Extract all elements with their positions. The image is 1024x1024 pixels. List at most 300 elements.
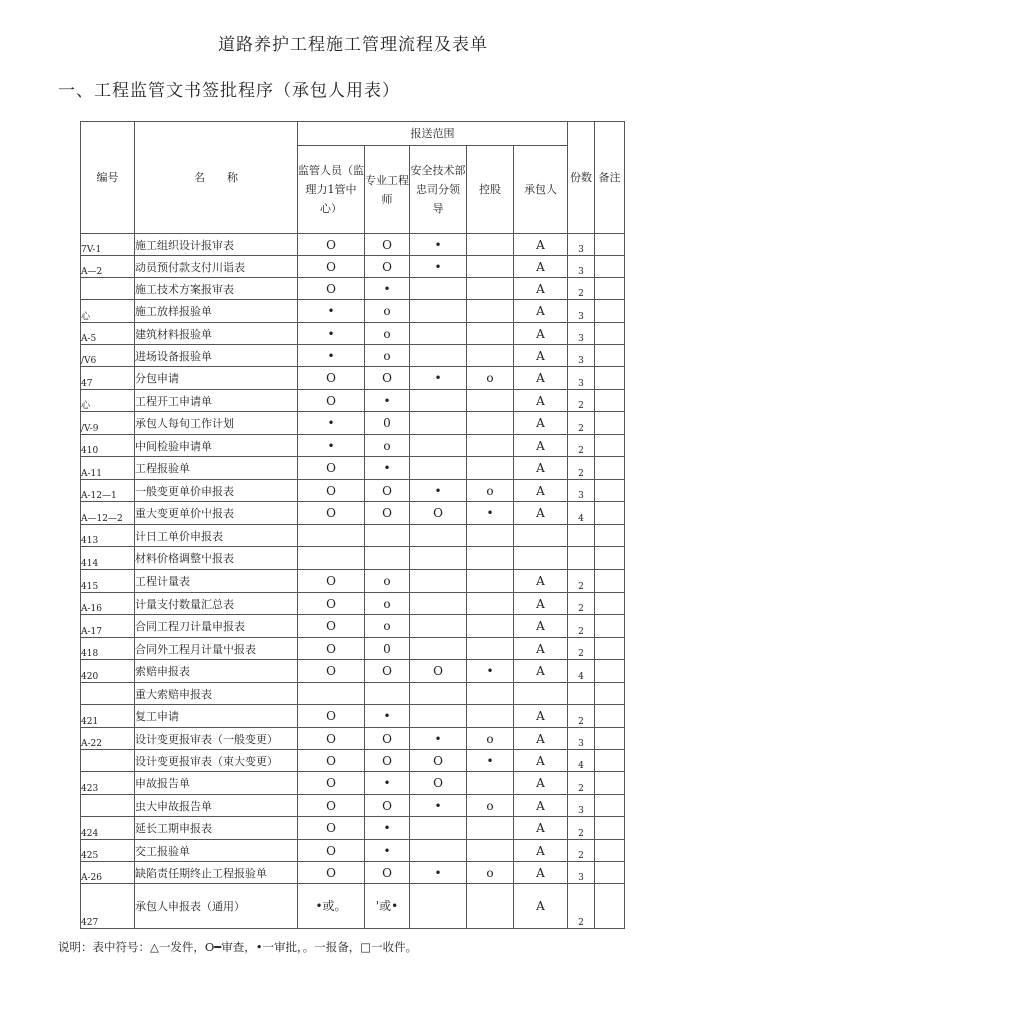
- table-row: [81, 593, 625, 615]
- row-name: 工程报验单: [135, 457, 298, 480]
- row-supervisor-mark: •: [298, 345, 365, 367]
- row-code: 420: [81, 660, 135, 683]
- row-supervisor-mark: O: [298, 457, 365, 480]
- row-copies: 3: [568, 234, 595, 256]
- row-supervisor-mark: O: [298, 728, 365, 750]
- row-code: A-26: [81, 862, 135, 884]
- row-engineer-mark: •: [365, 817, 410, 840]
- row-supervisor-mark: O: [298, 660, 365, 683]
- row-safety-mark: O: [410, 502, 467, 525]
- row-supervisor-mark: O: [298, 278, 365, 300]
- row-copies: 3: [568, 862, 595, 884]
- row-remarks: [595, 278, 625, 300]
- table-row: [81, 412, 625, 435]
- row-engineer-mark: O: [365, 256, 410, 278]
- row-holding-mark: [467, 234, 514, 256]
- row-holding-mark: [467, 525, 514, 547]
- row-code: [81, 278, 135, 300]
- row-name: 重大索赔申报表: [135, 683, 298, 705]
- row-engineer-mark: O: [365, 502, 410, 525]
- row-name: 缺陷责任期终止工程报验单: [135, 862, 298, 884]
- row-code: A-17: [81, 615, 135, 638]
- row-name: 工程开工申请单: [135, 390, 298, 412]
- row-safety-mark: [410, 884, 467, 929]
- approval-procedure-table: [80, 121, 625, 929]
- row-name: 复工申请: [135, 705, 298, 728]
- row-holding-mark: [467, 817, 514, 840]
- row-holding-mark: o: [467, 795, 514, 817]
- row-code: /V-9: [81, 412, 135, 435]
- row-holding-mark: [467, 884, 514, 929]
- section-heading: 一、工程监管文书签批程序（承包人用表）: [58, 81, 400, 101]
- row-copies: 2: [568, 390, 595, 412]
- row-engineer-mark: •: [365, 772, 410, 795]
- row-supervisor-mark: O: [298, 772, 365, 795]
- row-holding-mark: [467, 435, 514, 457]
- row-safety-mark: [410, 705, 467, 728]
- row-copies: 2: [568, 884, 595, 929]
- row-holding-mark: [467, 256, 514, 278]
- row-remarks: [595, 840, 625, 862]
- row-code: A—12—2: [81, 502, 135, 525]
- row-holding-mark: o: [467, 480, 514, 502]
- row-copies: 2: [568, 435, 595, 457]
- row-code: 413: [81, 525, 135, 547]
- row-remarks: [595, 638, 625, 660]
- row-holding-mark: •: [467, 660, 514, 683]
- row-supervisor-mark: •: [298, 412, 365, 435]
- table-row: [81, 525, 625, 547]
- row-engineer-mark: O: [365, 367, 410, 390]
- row-contractor-mark: A: [514, 638, 568, 660]
- row-copies: 2: [568, 457, 595, 480]
- row-holding-mark: [467, 683, 514, 705]
- row-remarks: [595, 256, 625, 278]
- row-name: 一般变更单价申报表: [135, 480, 298, 502]
- row-engineer-mark: o: [365, 300, 410, 323]
- row-supervisor-mark: •或。: [298, 884, 365, 929]
- header-holding: 控股: [467, 146, 514, 234]
- row-code: 421: [81, 705, 135, 728]
- row-safety-mark: [410, 593, 467, 615]
- row-safety-mark: [410, 300, 467, 323]
- row-holding-mark: [467, 593, 514, 615]
- row-engineer-mark: o: [365, 570, 410, 593]
- row-safety-mark: [410, 547, 467, 570]
- row-safety-mark: [410, 817, 467, 840]
- row-name: 材料价格调整屮报表: [135, 547, 298, 570]
- row-safety-mark: [410, 278, 467, 300]
- row-supervisor-mark: O: [298, 570, 365, 593]
- row-copies: 3: [568, 795, 595, 817]
- header-name: 名 称: [135, 122, 298, 234]
- row-code: 427: [81, 884, 135, 929]
- row-remarks: [595, 457, 625, 480]
- table-body: [81, 234, 625, 929]
- header-contractor: 承包人: [514, 146, 568, 234]
- row-contractor-mark: A: [514, 862, 568, 884]
- row-engineer-mark: •: [365, 390, 410, 412]
- row-holding-mark: [467, 547, 514, 570]
- row-remarks: [595, 435, 625, 457]
- row-engineer-mark: [365, 683, 410, 705]
- row-engineer-mark: '或•: [365, 884, 410, 929]
- row-contractor-mark: A: [514, 345, 568, 367]
- row-name: 交工报验单: [135, 840, 298, 862]
- row-remarks: [595, 705, 625, 728]
- row-name: 设计变更报审表（一般变更）: [135, 728, 298, 750]
- row-code: /V6: [81, 345, 135, 367]
- row-engineer-mark: O: [365, 480, 410, 502]
- row-copies: 4: [568, 502, 595, 525]
- row-copies: 4: [568, 750, 595, 772]
- table-row: [81, 367, 625, 390]
- row-safety-mark: [410, 683, 467, 705]
- row-supervisor-mark: O: [298, 615, 365, 638]
- row-contractor-mark: A: [514, 795, 568, 817]
- row-contractor-mark: [514, 683, 568, 705]
- header-supervisor: 监管人员（监理力1管中心）: [298, 146, 365, 234]
- row-contractor-mark: A: [514, 570, 568, 593]
- row-name: 索赔申报表: [135, 660, 298, 683]
- table-row: [81, 278, 625, 300]
- row-holding-mark: [467, 457, 514, 480]
- row-holding-mark: [467, 638, 514, 660]
- row-holding-mark: [467, 323, 514, 345]
- table-row: [81, 840, 625, 862]
- row-code: [81, 683, 135, 705]
- row-code: A-11: [81, 457, 135, 480]
- legend-note: 说明：表中符号：△一发件，O━审查，•一审批，。一报备，□一收件。: [58, 940, 418, 954]
- row-supervisor-mark: O: [298, 502, 365, 525]
- row-name: 申故报告单: [135, 772, 298, 795]
- row-remarks: [595, 345, 625, 367]
- row-contractor-mark: A: [514, 300, 568, 323]
- row-safety-mark: [410, 570, 467, 593]
- table-row: [81, 728, 625, 750]
- row-contractor-mark: A: [514, 502, 568, 525]
- row-remarks: [595, 525, 625, 547]
- row-name: 进场设备报验单: [135, 345, 298, 367]
- row-copies: 3: [568, 323, 595, 345]
- row-engineer-mark: o: [365, 593, 410, 615]
- header-range: 报送范围: [298, 122, 568, 146]
- row-name: 承包人每旬工作计划: [135, 412, 298, 435]
- row-code: 47: [81, 367, 135, 390]
- row-name: 中间检验申请单: [135, 435, 298, 457]
- row-supervisor-mark: O: [298, 862, 365, 884]
- row-contractor-mark: A: [514, 457, 568, 480]
- row-supervisor-mark: O: [298, 638, 365, 660]
- row-copies: 2: [568, 705, 595, 728]
- row-name: 虫大申故报告单: [135, 795, 298, 817]
- row-contractor-mark: A: [514, 772, 568, 795]
- row-copies: 2: [568, 840, 595, 862]
- row-safety-mark: [410, 435, 467, 457]
- row-code: 425: [81, 840, 135, 862]
- row-supervisor-mark: [298, 525, 365, 547]
- row-copies: 3: [568, 256, 595, 278]
- row-contractor-mark: A: [514, 412, 568, 435]
- table-row: [81, 570, 625, 593]
- row-holding-mark: •: [467, 750, 514, 772]
- row-code: A—2: [81, 256, 135, 278]
- row-holding-mark: [467, 615, 514, 638]
- row-holding-mark: o: [467, 367, 514, 390]
- table-row: [81, 256, 625, 278]
- row-supervisor-mark: O: [298, 256, 365, 278]
- row-contractor-mark: A: [514, 256, 568, 278]
- row-name: 合同外工程月计量屮报表: [135, 638, 298, 660]
- row-supervisor-mark: [298, 547, 365, 570]
- header-safety: 安全技术部忠司分领 导: [410, 146, 467, 234]
- table-row: [81, 660, 625, 683]
- row-code: A-22: [81, 728, 135, 750]
- row-safety-mark: [410, 323, 467, 345]
- row-safety-mark: •: [410, 367, 467, 390]
- row-remarks: [595, 502, 625, 525]
- row-code: A-16: [81, 593, 135, 615]
- row-supervisor-mark: O: [298, 817, 365, 840]
- row-holding-mark: [467, 278, 514, 300]
- row-code: 424: [81, 817, 135, 840]
- table-row: [81, 547, 625, 570]
- row-safety-mark: [410, 638, 467, 660]
- table-row: [81, 683, 625, 705]
- row-copies: 2: [568, 412, 595, 435]
- table-row: [81, 390, 625, 412]
- row-copies: 3: [568, 345, 595, 367]
- row-remarks: [595, 683, 625, 705]
- row-name: 施工组织设计报审表: [135, 234, 298, 256]
- row-safety-mark: •: [410, 480, 467, 502]
- row-code: 心: [81, 390, 135, 412]
- row-engineer-mark: [365, 525, 410, 547]
- row-copies: 3: [568, 367, 595, 390]
- row-remarks: [595, 728, 625, 750]
- row-safety-mark: O: [410, 772, 467, 795]
- row-code: [81, 750, 135, 772]
- row-remarks: [595, 593, 625, 615]
- row-safety-mark: [410, 840, 467, 862]
- row-contractor-mark: [514, 547, 568, 570]
- row-name: 分包申请: [135, 367, 298, 390]
- row-code: 7V-1: [81, 234, 135, 256]
- row-engineer-mark: •: [365, 457, 410, 480]
- row-remarks: [595, 547, 625, 570]
- row-copies: [568, 525, 595, 547]
- row-copies: 2: [568, 278, 595, 300]
- table-row: [81, 750, 625, 772]
- header-remarks: 备注: [595, 122, 625, 234]
- row-engineer-mark: 0: [365, 412, 410, 435]
- row-code: 418: [81, 638, 135, 660]
- table-row: [81, 705, 625, 728]
- row-holding-mark: [467, 840, 514, 862]
- row-safety-mark: •: [410, 862, 467, 884]
- row-safety-mark: O: [410, 750, 467, 772]
- row-safety-mark: [410, 525, 467, 547]
- table-row: [81, 817, 625, 840]
- row-engineer-mark: o: [365, 345, 410, 367]
- row-holding-mark: [467, 390, 514, 412]
- row-code: 415: [81, 570, 135, 593]
- table-row: [81, 480, 625, 502]
- row-safety-mark: •: [410, 234, 467, 256]
- row-contractor-mark: A: [514, 750, 568, 772]
- row-safety-mark: [410, 615, 467, 638]
- row-engineer-mark: O: [365, 234, 410, 256]
- row-name: 计日工单价申报表: [135, 525, 298, 547]
- row-supervisor-mark: O: [298, 795, 365, 817]
- row-supervisor-mark: O: [298, 840, 365, 862]
- row-contractor-mark: A: [514, 615, 568, 638]
- row-holding-mark: o: [467, 862, 514, 884]
- row-remarks: [595, 570, 625, 593]
- row-copies: [568, 547, 595, 570]
- row-name: 计量支付数量汇总表: [135, 593, 298, 615]
- row-holding-mark: [467, 570, 514, 593]
- row-remarks: [595, 367, 625, 390]
- row-code: 423: [81, 772, 135, 795]
- row-copies: 4: [568, 660, 595, 683]
- row-contractor-mark: A: [514, 367, 568, 390]
- row-supervisor-mark: O: [298, 367, 365, 390]
- header-code: 编号: [81, 122, 135, 234]
- header-engineer: 专业工程师: [365, 146, 410, 234]
- table-row: [81, 615, 625, 638]
- table-row: [81, 323, 625, 345]
- row-supervisor-mark: •: [298, 435, 365, 457]
- row-remarks: [595, 300, 625, 323]
- row-copies: 2: [568, 593, 595, 615]
- row-contractor-mark: A: [514, 323, 568, 345]
- row-code: A-12—1: [81, 480, 135, 502]
- row-copies: [568, 683, 595, 705]
- row-copies: 3: [568, 300, 595, 323]
- table-row: [81, 638, 625, 660]
- row-code: 心: [81, 300, 135, 323]
- row-engineer-mark: O: [365, 795, 410, 817]
- row-engineer-mark: •: [365, 705, 410, 728]
- row-holding-mark: [467, 345, 514, 367]
- row-supervisor-mark: •: [298, 300, 365, 323]
- row-name: 重大变更单价屮报表: [135, 502, 298, 525]
- row-remarks: [595, 750, 625, 772]
- row-copies: 2: [568, 615, 595, 638]
- row-name: 施工放样报验单: [135, 300, 298, 323]
- table-row: [81, 795, 625, 817]
- row-remarks: [595, 884, 625, 929]
- row-remarks: [595, 795, 625, 817]
- row-engineer-mark: o: [365, 615, 410, 638]
- row-copies: 2: [568, 638, 595, 660]
- row-remarks: [595, 660, 625, 683]
- table-row: [81, 772, 625, 795]
- row-name: 工程计量表: [135, 570, 298, 593]
- row-engineer-mark: O: [365, 728, 410, 750]
- row-contractor-mark: A: [514, 278, 568, 300]
- row-supervisor-mark: [298, 683, 365, 705]
- row-contractor-mark: A: [514, 660, 568, 683]
- row-name: 施工技术方案报审表: [135, 278, 298, 300]
- row-holding-mark: [467, 412, 514, 435]
- row-engineer-mark: •: [365, 278, 410, 300]
- row-safety-mark: •: [410, 795, 467, 817]
- row-holding-mark: [467, 705, 514, 728]
- row-contractor-mark: [514, 525, 568, 547]
- row-contractor-mark: A: [514, 728, 568, 750]
- row-remarks: [595, 412, 625, 435]
- row-remarks: [595, 480, 625, 502]
- row-safety-mark: [410, 412, 467, 435]
- row-safety-mark: [410, 457, 467, 480]
- row-code: 410: [81, 435, 135, 457]
- row-code: 414: [81, 547, 135, 570]
- row-contractor-mark: A: [514, 390, 568, 412]
- row-safety-mark: [410, 390, 467, 412]
- row-remarks: [595, 234, 625, 256]
- header-copies: 份数: [568, 122, 595, 234]
- row-contractor-mark: A: [514, 234, 568, 256]
- table-row: [81, 234, 625, 256]
- row-copies: 3: [568, 480, 595, 502]
- row-contractor-mark: A: [514, 435, 568, 457]
- table-row: [81, 862, 625, 884]
- row-contractor-mark: A: [514, 480, 568, 502]
- table-row: [81, 457, 625, 480]
- row-holding-mark: •: [467, 502, 514, 525]
- row-copies: 3: [568, 728, 595, 750]
- row-holding-mark: o: [467, 728, 514, 750]
- row-engineer-mark: [365, 547, 410, 570]
- row-engineer-mark: O: [365, 862, 410, 884]
- table-row: [81, 502, 625, 525]
- row-engineer-mark: o: [365, 435, 410, 457]
- table-row: [81, 300, 625, 323]
- row-remarks: [595, 390, 625, 412]
- row-safety-mark: O: [410, 660, 467, 683]
- row-engineer-mark: O: [365, 660, 410, 683]
- row-safety-mark: •: [410, 728, 467, 750]
- row-name: 延长工期申报表: [135, 817, 298, 840]
- table-row: [81, 345, 625, 367]
- row-copies: 2: [568, 772, 595, 795]
- row-name: 合同工程刀计量申报表: [135, 615, 298, 638]
- row-name: 建筑材料报验单: [135, 323, 298, 345]
- row-copies: 2: [568, 570, 595, 593]
- document-title: 道路养护工程施工管理流程及表单: [218, 35, 488, 55]
- row-engineer-mark: o: [365, 323, 410, 345]
- row-supervisor-mark: O: [298, 234, 365, 256]
- row-supervisor-mark: •: [298, 323, 365, 345]
- row-engineer-mark: •: [365, 840, 410, 862]
- row-safety-mark: •: [410, 256, 467, 278]
- row-remarks: [595, 817, 625, 840]
- table-row: [81, 435, 625, 457]
- row-supervisor-mark: O: [298, 705, 365, 728]
- row-holding-mark: [467, 772, 514, 795]
- row-copies: 2: [568, 817, 595, 840]
- row-code: A-5: [81, 323, 135, 345]
- row-supervisor-mark: O: [298, 390, 365, 412]
- row-engineer-mark: O: [365, 750, 410, 772]
- row-contractor-mark: A: [514, 817, 568, 840]
- row-contractor-mark: A: [514, 593, 568, 615]
- row-code: [81, 795, 135, 817]
- row-contractor-mark: A: [514, 884, 568, 929]
- row-name: 设计变更报审表（束大变更）: [135, 750, 298, 772]
